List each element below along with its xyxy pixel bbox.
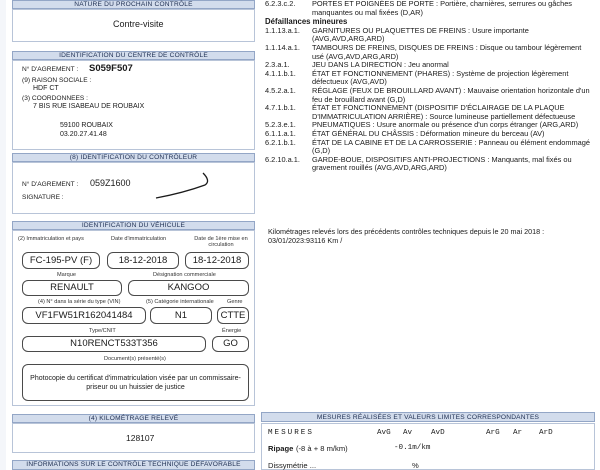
immat-value: FC-195-PV (F) xyxy=(22,252,100,269)
ripage-label: Ripage xyxy=(268,444,294,453)
mesures-col-title: MESURES xyxy=(268,429,314,437)
energie-label: Énergie xyxy=(222,328,242,334)
date-first-value: 18-12-2018 xyxy=(185,252,249,269)
previous-km-note: Kilométrages relevés lors des précédents contrôles techniques depuis le 20 mai 2018 : 03/01/2023:93116 Km / xyxy=(268,227,545,245)
raison-label: (9) RAISON SOCIALE : xyxy=(22,77,92,84)
km-header: (4) KILOMÉTRAGE RELEVÉ xyxy=(12,414,255,423)
defect-text: RÉGLAGE (FEUX DE BROUILLARD AVANT) : Mauvaise orientation horizontale d'un feu de brouillard avant (G,D) xyxy=(312,85,590,104)
ripage-row xyxy=(262,444,594,454)
defect-text: ÉTAT ET FONCTIONNEMENT (DISPOSITIF D'ÉCLAIRAGE DE LA PLAQUE D'IMMATRICULATION ARRIÈRE) : Source lumineuse partiellement défectueuse xyxy=(312,103,576,121)
controleur-agrement-label: N° D'AGREMENT : xyxy=(22,181,79,188)
designation-value: KANGOO xyxy=(128,280,249,296)
col-avd: AvD xyxy=(431,429,445,437)
defect-text: PORTES ET POIGNÉES DE PORTE : Portière, charnières, serrures ou gâches manquantes ou mal fixées (D,AR) xyxy=(312,0,572,17)
centre-panel xyxy=(12,60,255,150)
phone: 03.20.27.41.48 xyxy=(60,131,107,138)
centre-header: IDENTIFICATION DU CENTRE DE CONTRÔLE xyxy=(12,51,255,60)
col-arg: ArG xyxy=(486,429,500,437)
defect-code: 4.1.1.b.1. xyxy=(265,68,296,78)
defect-text: PNEUMATIQUES : Usure anormale ou présence d'un corps étranger (ARG,ARD) xyxy=(312,120,579,130)
km-value: 128107 xyxy=(126,433,155,443)
ripage-value: -0.1m/km xyxy=(394,444,431,452)
defect-code: 5.2.3.e.1. xyxy=(265,120,296,130)
defect-item xyxy=(265,104,595,121)
designation-label: Désignation commerciale xyxy=(153,272,216,278)
marque-label: Marque xyxy=(57,272,76,278)
defect-code: 6.2.10.a.1. xyxy=(265,154,300,164)
cat-value: N1 xyxy=(150,307,212,324)
vehicule-header: IDENTIFICATION DU VÉHICULE xyxy=(12,221,255,230)
defect-top xyxy=(265,0,595,17)
col-avg: AvG xyxy=(377,429,391,437)
defect-text: JEU DANS LA DIRECTION : Jeu anormal xyxy=(312,60,449,70)
centre-agrement-value: S059F507 xyxy=(89,63,133,74)
defect-code: 6.2.1.b.1. xyxy=(265,137,296,147)
address-line1: 7 BIS RUE ISABEAU DE ROUBAIX xyxy=(33,103,145,110)
genre-label: Genre xyxy=(227,299,243,305)
defect-item xyxy=(265,44,595,61)
signature-label: SIGNATURE : xyxy=(22,194,64,201)
info-defavorable-header: INFORMATIONS SUR LE CONTRÔLE TECHNIQUE DÉFAVORABLE xyxy=(12,460,255,470)
defect-item xyxy=(265,156,595,173)
defect-code: 4.7.1.b.1. xyxy=(265,103,296,113)
defect-item xyxy=(265,70,595,87)
raison-value: HDF CT xyxy=(33,85,59,92)
coord-label: (3) COORDONNEES : xyxy=(22,95,88,102)
page-margin xyxy=(0,0,6,470)
energie-value: GO xyxy=(212,336,249,352)
mesures-header: MESURES RÉALISÉES ET VALEURS LIMITES CORRESPONDANTES xyxy=(261,412,595,422)
docs-label: Document(s) présenté(s) xyxy=(104,356,166,362)
docs-value: Photocopie du certificat d'immatriculation visée par un commissaire-priseur ou un huissier de justice xyxy=(22,364,249,401)
centre-agrement-label: N° D'AGREMENT : xyxy=(22,66,79,73)
col-av: Av xyxy=(403,429,413,437)
immat-label: (2) Immatriculation et pays xyxy=(18,236,84,242)
mesures-table xyxy=(261,423,595,470)
type-label: Type/CNIT xyxy=(89,328,116,334)
vin-value: VF1FW51R162041484 xyxy=(22,307,146,324)
date-first-label: Date de 1ère mise en circulation xyxy=(194,236,248,248)
controleur-agrement-value: 059Z1600 xyxy=(90,178,131,188)
km-panel xyxy=(12,423,255,453)
controleur-panel xyxy=(12,162,255,214)
vin-label: (4) N° dans la série du type (VIN) xyxy=(38,299,121,305)
minor-heading: Défaillances mineures xyxy=(265,17,348,27)
address-line2: 59100 ROUBAIX xyxy=(60,122,113,129)
defect-text: GARDE-BOUE, DISPOSITIFS ANTI-PROJECTIONS : Manquants, mal fixés ou gravement rouillés (AVG,AVD,ARG,ARD) xyxy=(312,154,572,173)
defect-text: ÉTAT GÉNÉRAL DU CHÂSSIS : Déformation mineure du berceau (AV) xyxy=(312,128,545,138)
nature-value: Contre-visite xyxy=(113,19,164,29)
defect-code: 6.1.1.a.1. xyxy=(265,128,296,138)
date-immat-label: Date d'immatriculation xyxy=(111,236,167,242)
col-ard: ArD xyxy=(539,429,553,437)
defect-text: ÉTAT DE LA CABINE ET DE LA CARROSSERIE : Panneau ou élément endommagé (G,D) xyxy=(312,137,590,156)
col-ar: Ar xyxy=(513,429,523,437)
ripage-limit: (-8 à + 8 m/km) xyxy=(296,444,348,453)
defect-code: 4.5.2.a.1. xyxy=(265,85,296,95)
controleur-header: (8) IDENTIFICATION DU CONTRÔLEUR xyxy=(12,153,255,162)
defect-item xyxy=(265,87,595,104)
last-row-value: % xyxy=(412,461,419,470)
last-row-label: Dissymétrie ... xyxy=(268,461,317,470)
defect-code: 6.2.3.c.2. xyxy=(265,0,296,8)
defects-list xyxy=(265,0,595,173)
marque-value: RENAULT xyxy=(22,280,122,296)
type-value: N10RENCT533T356 xyxy=(22,336,206,352)
defect-code: 1.1.13.a.1. xyxy=(265,25,300,35)
genre-value: CTTE xyxy=(217,307,249,324)
defect-item xyxy=(265,27,595,44)
vehicule-panel xyxy=(12,230,255,406)
nature-panel xyxy=(12,9,255,42)
defect-code: 2.3.a.1. xyxy=(265,60,290,70)
defect-code: 1.1.14.a.1. xyxy=(265,42,300,52)
defect-text: GARNITURES OU PLAQUETTES DE FREINS : Usure importante (AVG,AVD,ARG,ARD) xyxy=(312,25,529,44)
defect-text: TAMBOURS DE FREINS, DISQUES DE FREINS : Disque ou tambour légèrement usé (AVG,AVD,ARG,ARD) xyxy=(312,42,582,61)
mesures-header-row xyxy=(262,429,594,439)
nature-header: NATURE DU PROCHAIN CONTRÔLE xyxy=(12,0,255,9)
signature-scribble xyxy=(153,171,223,201)
mesures-last-row xyxy=(262,461,594,470)
cat-label: (5) Catégorie internationale xyxy=(146,299,214,305)
defect-text: ÉTAT ET FONCTIONNEMENT (PHARES) : Système de projection légèrement défectueux (AVG,AVD) xyxy=(312,68,569,87)
date-immat-value: 18-12-2018 xyxy=(107,252,179,269)
defect-item xyxy=(265,139,595,156)
